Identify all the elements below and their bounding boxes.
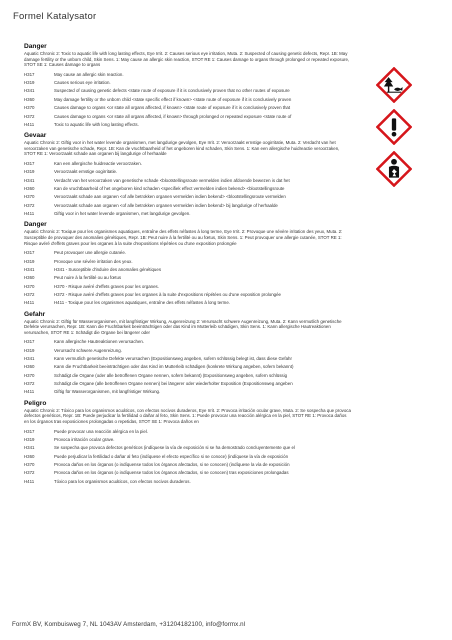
h-code: H370: [24, 105, 35, 111]
h-code: H341: [24, 88, 35, 94]
h-code: H370: [24, 194, 35, 200]
statement-row: [24, 363, 352, 371]
h-text: May cause an allergic skin reaction.: [54, 71, 124, 77]
statement-row: [24, 168, 352, 176]
hazard-section: [24, 221, 352, 307]
exclamation-mark-icon: [376, 109, 412, 145]
ghs-pictograms: [368, 67, 420, 193]
h-code: H370: [24, 283, 35, 289]
statement-row: [24, 160, 352, 168]
statement-row: [24, 87, 352, 95]
h-code: H411: [24, 211, 35, 217]
statement-row: [24, 202, 352, 210]
h-code: H372: [24, 113, 35, 119]
h-code: H319: [24, 169, 35, 175]
h-text: Provoca daños en los órganos (o indíquense todos los órganos afectados, si se conocen) tras exposiciones prolongadas: [54, 470, 289, 476]
h-code: H317: [24, 71, 35, 77]
statement-row: [24, 96, 352, 104]
hazard-section: [24, 132, 352, 218]
h-text: Se sospecha que provoca defectos genéticos (indíquese la vía de exposición si se ha demostrado concluyentemente que el: [54, 445, 295, 451]
statement-row: [24, 372, 352, 380]
statement-row: [24, 338, 352, 346]
hazard-summary: Aquatic Chronic 2: Giftig für Wasserorganismen, mit langfristiger Wirkung, Augenreizung 2: Verursacht schwere Augenreizung, Muta. 2: Kann vermutlich genetische Defekte verursachen, Repr. 1B: Kann die Fruchtbarkeit beeinträchtigen oder das Kind im Mutterleib schädigen, Skin Sens. 1: Kann allergische Hautreaktionen verursachen, STOT RE 1: Schädigt die Organe bei längerer oder: [24, 318, 342, 335]
h-text: Causes damage to organs <or state all organs affected, if known> <state route of exposure if it is conclusively proven that: [54, 105, 291, 111]
h-text: Verdacht van het veroorzaken van genetische schade <blootstellingsroute vermelden indien afdoende bewezen is dat het: [54, 177, 290, 183]
h-code: H372: [24, 202, 35, 208]
h-code: H411: [24, 389, 35, 395]
h-code: H319: [24, 347, 35, 353]
h-text: Causes damage to organs <or state all organs affected, if known> through prolonged or repeated exposure <state route of: [54, 113, 292, 119]
h-code: H411: [24, 121, 35, 127]
h-code: H360: [24, 96, 35, 102]
statement-row: [24, 436, 352, 444]
h-code: H411: [24, 478, 35, 484]
h-text: Puede provocar una reacción alérgica en la piel.: [54, 428, 148, 434]
statement-row: [24, 469, 352, 477]
h-code: H317: [24, 250, 35, 256]
h-code: H341: [24, 445, 35, 451]
hazard-section: [24, 400, 352, 486]
hazard-summary: Aquatic Chronic 2: Giftig voor in het water levende organismen, met langdurige gevolgen, Eye Irrit. 2: Veroorzaakt ernstige oogirritatie, Muta. 2: Verdacht van het veroorzaken van genetische schade, Repr. 1B: Kan de vruchtbaarheid of het ongeboren kind schaden, Skin Sens. 1: Kan een allergische huidreactie veroorzaken, STOT RE 1: Veroorzaakt schade aan organen bij langdurige of herhaalde: [24, 140, 340, 157]
page-title: Formel Katalysator: [13, 11, 97, 22]
h-text: Veroorzaakt schade aan organen <of alle betrokken organen vermelden indien bekend> bij langdurige of herhaalde: [54, 202, 278, 208]
statement-row: [24, 291, 352, 299]
statement-row: [24, 185, 352, 193]
h-code: H319: [24, 258, 35, 264]
statement-row: [24, 266, 352, 274]
statement-row: [24, 193, 352, 201]
h-text: Schädigt die Organe (alle betroffenen Organe nennen) bei längerer oder wiederholter Exposition (Expositionsweg angeben: [54, 381, 293, 387]
h-code: H411: [24, 300, 35, 306]
h-code: H319: [24, 436, 35, 442]
h-code: H360: [24, 275, 35, 281]
hazard-summary: Aquatic Chronic 2: Tóxico para los organismos acuáticos, con efectos nocivos duraderos, Eye Irrit. 2: Provoca irritación ocular grave, Muta. 2: Se sospecha que provoca defectos genéticos, Repr. 1B: Puede perjudicar la fertilidad o dañar al feto, Skin Sens. 1: Puede provocar una reacción alérgica en la piel, STOT RE 1: Provoca daños en los órganos tras exposiciones prolongadas o repetidas, STOT SE 1: Provoca daños en: [24, 407, 351, 424]
h-text: Tóxico para los organismos acuáticos, con efectos nocivos duraderos.: [54, 478, 191, 484]
h-code: H370: [24, 372, 35, 378]
h-text: Peut provoquer une allergie cutanée.: [54, 250, 127, 256]
hazard-section: [24, 311, 352, 397]
h-text: Kann vermutlich genetische Defekte verursachen (Expositionsweg angeben, sofern schlüssig belegt ist, dass diese Gefahr: [54, 356, 292, 362]
h-code: H341: [24, 356, 35, 362]
statement-row: [24, 478, 352, 486]
h-code: H370: [24, 461, 35, 467]
h-code: H360: [24, 186, 35, 192]
h-text: Kann allergische Hautreaktionen verursachen.: [54, 339, 145, 345]
h-text: May damage fertility or the unborn child <state specific effect if known> <state route of exposure if it is conclusively proven: [54, 96, 292, 102]
h-code: H341: [24, 266, 35, 272]
statement-row: [24, 121, 352, 129]
statement-row: [24, 104, 352, 112]
h-code: H372: [24, 470, 35, 476]
signal-word: Danger: [24, 43, 47, 50]
h-text: H411 - Toxique pour les organismes aquatiques, entraîne des effets néfastes à long terme.: [54, 300, 230, 306]
signal-word: Peligro: [24, 399, 47, 407]
statement-row: [24, 355, 352, 363]
h-text: Giftig für Wasserorganismen, mit langfristiger Wirkung.: [54, 389, 161, 395]
h-code: H319: [24, 80, 35, 86]
h-code: H372: [24, 381, 35, 387]
h-text: H370 - Risque avéré d'effets graves pour les organes.: [54, 283, 159, 289]
statement-row: [24, 274, 352, 282]
statement-row: [24, 79, 352, 87]
h-text: Provoque une sévère irritation des yeux.: [54, 258, 133, 264]
hazard-statements: [24, 43, 352, 489]
health-hazard-icon: [376, 151, 412, 187]
h-text: Kan de vruchtbaarheid of het ongeboren kind schaden <specifiek effect vermelden indien bekend> <blootstellingsroute: [54, 186, 285, 192]
environment-hazard-icon: [376, 67, 412, 103]
statement-row: [24, 71, 352, 79]
h-code: H360: [24, 453, 35, 459]
h-text: H341 - Susceptible d'induire des anomalies génétiques: [54, 266, 162, 272]
h-text: Suspected of causing genetic defects <state route of exposure if it is conclusively proven that no other routes of exposure: [54, 88, 290, 94]
statement-row: [24, 210, 352, 218]
statement-row: [24, 444, 352, 452]
h-text: Peut nuire à la fertilité ou au fœtus: [54, 275, 122, 281]
h-text: Giftig voor in het water levende organismen, met langdurige gevolgen.: [54, 211, 191, 217]
statement-row: [24, 388, 352, 396]
h-text: H372 - Risque avéré d'effets graves pour les organes à la suite d'expositions répétées ou d'une exposition prolongée: [54, 291, 281, 297]
h-code: H317: [24, 428, 35, 434]
hazard-section: [24, 43, 352, 129]
statement-row: [24, 428, 352, 436]
h-text: Veroorzaakt ernstige oogirritatie.: [54, 169, 118, 175]
statement-row: [24, 283, 352, 291]
statement-row: [24, 249, 352, 257]
statement-row: [24, 258, 352, 266]
h-code: H341: [24, 177, 35, 183]
h-code: H360: [24, 364, 35, 370]
h-text: Causes serious eye irritation.: [54, 80, 111, 86]
hazard-summary: Aquatic Chronic 2: Toxic to aquatic life with long lasting effects, Eye Irrit. 2: Causes serious eye irritation, Muta. 2: Suspected of causing genetic defects, Repr. 1B: May damage fertility or the unborn child, Skin Sens. 1: May cause an allergic skin reaction, STOT RE 1: Causes damage to organs through prolonged or repeated exposure, STOT SE 1: Causes damage to organs: [24, 51, 350, 68]
h-text: Kann die Fruchtbarkeit beeinträchtigen oder das Kind im Mutterleib schädigen (konkrete Wirkung angeben, sofern bekannt): [54, 364, 294, 370]
statement-row: [24, 453, 352, 461]
h-text: Kan een allergische huidreactie veroorzaken.: [54, 161, 142, 166]
signal-word: Gefahr: [24, 310, 46, 318]
statement-row: [24, 113, 352, 121]
statement-row: [24, 461, 352, 469]
h-text: Puede perjudicar la fertilidad o dañar al feto (indíquese el efecto específico si se conoce) (indíquese la vía de exposición: [54, 453, 289, 459]
h-code: H372: [24, 291, 35, 297]
h-code: H317: [24, 161, 35, 166]
h-text: Veroorzaakt schade aan organen <of alle betrokken organen vermelden indien bekend> <blootstellingsroute vermelden: [54, 194, 286, 200]
h-text: Provoca daños en los órganos (o indíquense todos los órganos afectados, si se conocen) (indíquese la vía de exposición: [54, 461, 290, 467]
signal-word: Danger: [24, 221, 47, 229]
h-code: H317: [24, 339, 35, 345]
h-text: Schädigt die Organe (oder alle betroffenen Organe nennen, sofern bekannt) (Expositionsweg angeben, sofern schlüssig: [54, 372, 288, 378]
h-text: Provoca irritación ocular grave.: [54, 436, 115, 442]
h-text: Toxic to aquatic life with long lasting effects.: [54, 121, 139, 127]
statement-row: [24, 380, 352, 388]
hazard-summary: Aquatic Chronic 2: Toxique pour les organismes aquatiques, entraîne des effets néfastes à long terme, Eye Irrit. 2: Provoque une sévère irritation des yeux, Muta. 2: Susceptible de provoquer des anomalies génétiques, Repr. 1B: Peut nuire à la fertilité ou au fœtus, Skin Sens. 1: Peut provoquer une allergie cutanée, STOT RE 1: Risque avéré d'effets graves pour les organes à la suite d'expositions répétées ou d'une exposition prolongée: [24, 229, 343, 246]
company-footer: FormX BV, Kombuisweg 7, NL 1043AV Amsterdam, +31204182100, info@formx.nl: [12, 621, 246, 628]
h-text: Verursacht schwere Augenreizung.: [54, 347, 122, 353]
signal-word: Gevaar: [24, 132, 47, 140]
statement-row: [24, 177, 352, 185]
statement-row: [24, 347, 352, 355]
statement-row: [24, 299, 352, 307]
